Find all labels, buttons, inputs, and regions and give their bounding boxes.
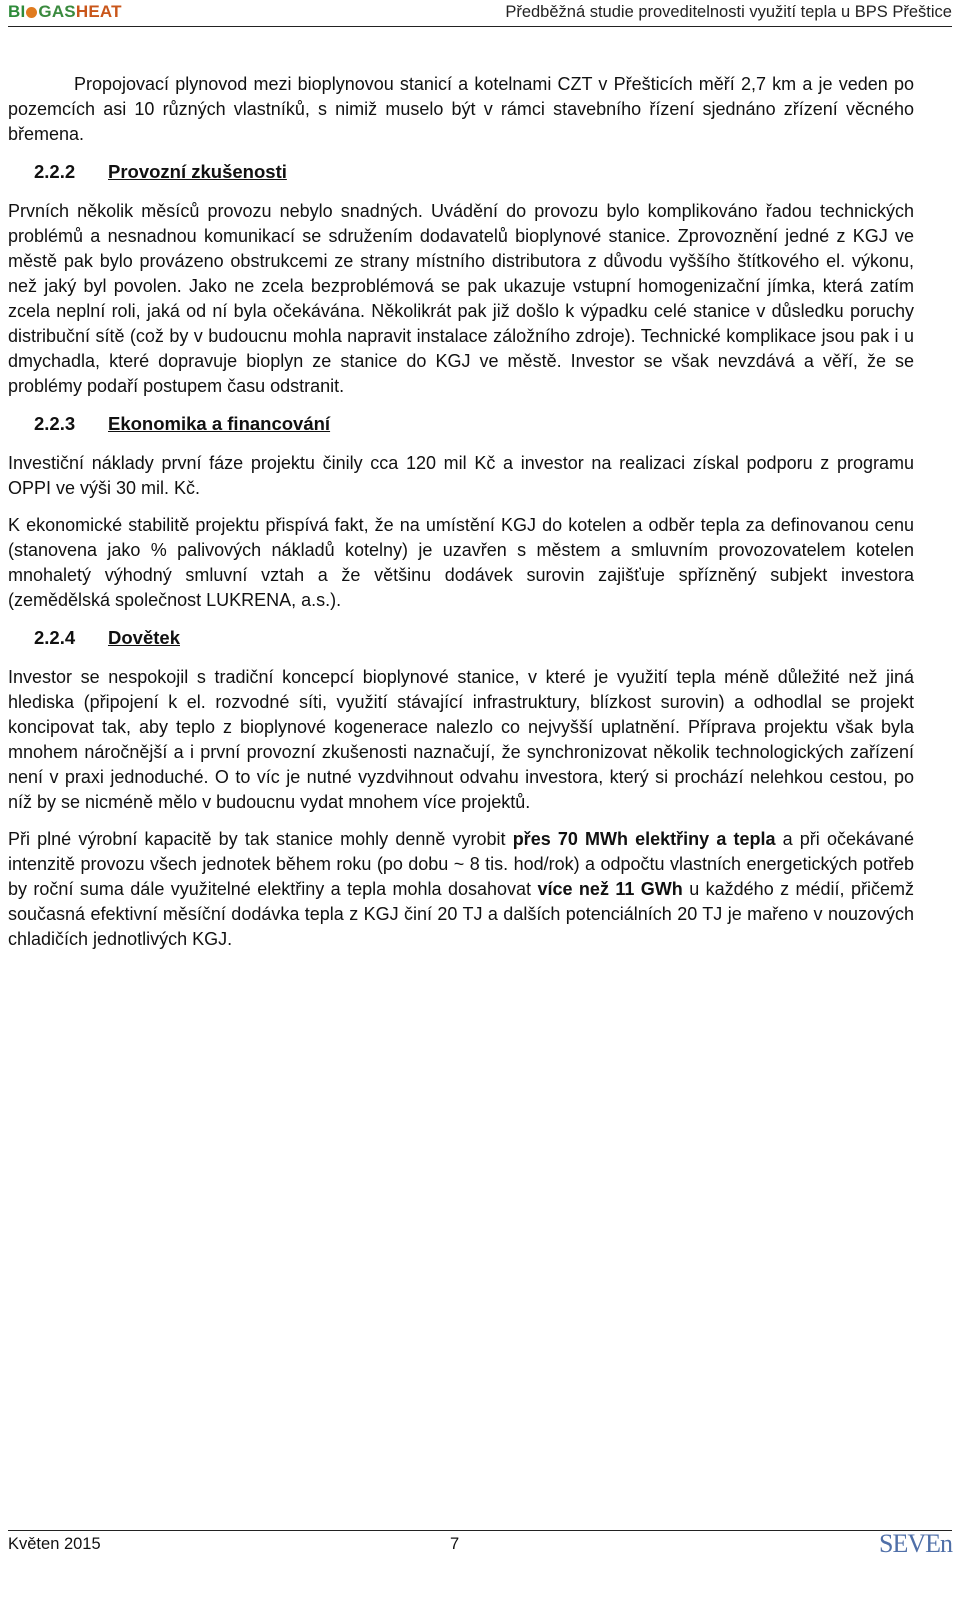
page-content [8, 72, 914, 964]
final-paragraph: Při plné výrobní kapacitě by tak stanice mohly denně vyrobit přes 70 MWh elektřiny a tepla a při očekávané intenzitě provozu všech jednotek během roku (po dobu ~ 8 tis. hod/rok) a odpočtu vlastních energetických potřeb by roční suma dále využitelné elektřiny a tepla mohla dosahovat více než 11 GWh u každého z médií, přičemž současná efektivní měsíční dodávka tepla z KGJ činí 20 TJ a dalších potenciálních 20 TJ je mařeno v nouzových chladičích jednotlivých KGJ. [8, 829, 915, 949]
paragraph: Prvních několik měsíců provozu nebylo snadných. Uvádění do provozu bylo komplikováno řadou technických problémů a nesnadnou komunikací se sdružením dodavatelů bioplynové stanice. Zprovoznění jedné z KGJ ve městě pak bylo provázeno obstrukcemi ze strany místního distributora z důvodu vyššího štítkového el. výkonu, než jaký byl povolen. Jako ne zcela bezproblémová se pak ukazuje vstupní homogenizační jímka, která zatím zcela neplní roli, jaká od ní byla očekávána. Několikrát pak již došlo k výpadku celé stanice v důsledku poruchy distribuční sítě (což by v budoucnu mohla napravit instalace záložního zdroje). Technické komplikace jsou pak i u dmychadla, které dopravuje bioplyn ze stanice do KGJ ve městě. Investor se však nevzdává a věří, že se problémy podaří postupem času odstranit. [8, 201, 914, 396]
paragraph: K ekonomické stabilitě projektu přispívá fakt, že na umístění KGJ do kotelen a odběr tepla za definovanou cenu (stanovena jako % palivových nákladů kotelny) je uzavřen s městem a smluvním provozovatelem kotelen mnohaletý výhodný smluvní vztah a že většinu dodávek surovin zajišťuje spřízněný subjekt investora (zemědělská společnost LUKRENA, a.s.). [8, 515, 914, 610]
intro-paragraph: Propojovací plynovod mezi bioplynovou stanicí a kotelnami CZT v Přešticích měří 2,7 km a je veden po pozemcích asi 10 různých vlastníků, s nimiž muselo být v rámci stavebního řízení sjednáno zřízení věcného břemena. [8, 74, 914, 144]
section-heading-2-2-4: 2.2.4 Dovětek [34, 627, 180, 648]
seven-logo: SEVEn [879, 1529, 952, 1558]
page-number: 7 [450, 1535, 460, 1553]
paragraph: Investiční náklady první fáze projektu činily cca 120 mil Kč a investor na realizaci získal podporu z programu OPPI ve výši 30 mil. Kč. [8, 453, 914, 498]
paragraph: Investor se nespokojil s tradiční koncepcí bioplynové stanice, v které je využití tepla méně důležité než jiná hlediska (připojení k el. rozvodné síti, využití stávající infrastruktury, blízkost surovin) a odhodlal se projekt koncipovat tak, aby teplo z bioplynové kogenerace nalezlo co nejvyšší uplatnění. Příprava projektu však byla mnohem náročnější a i první provozní zkušenosti naznačují, že synchronizovat několik technologických zařízení není v praxi jednoduché. O to víc je nutné vyzdvihnout odvahu investora, který si prochází nelehkou cestou, po níž by se nicméně mělo v budoucnu vydat mnohem více projektů. [8, 667, 914, 812]
page-header [8, 0, 952, 27]
page-footer [8, 1530, 952, 1571]
document-title: Předběžná studie proveditelnosti využití tepla u BPS Přeštice [505, 3, 952, 21]
section-heading-2-2-2: 2.2.2 Provozní zkušenosti [34, 161, 287, 182]
highlight-daily-output: přes 70 MWh elektřiny a tepla [512, 829, 776, 849]
section-heading-2-2-3: 2.2.3 Ekonomika a financování [34, 413, 331, 434]
logo-flame-icon [26, 7, 37, 18]
biogasheat-logo: BI GASHEAT [8, 2, 122, 21]
highlight-annual-output: více než 11 GWh [537, 879, 683, 899]
footer-date: Květen 2015 [8, 1535, 101, 1553]
